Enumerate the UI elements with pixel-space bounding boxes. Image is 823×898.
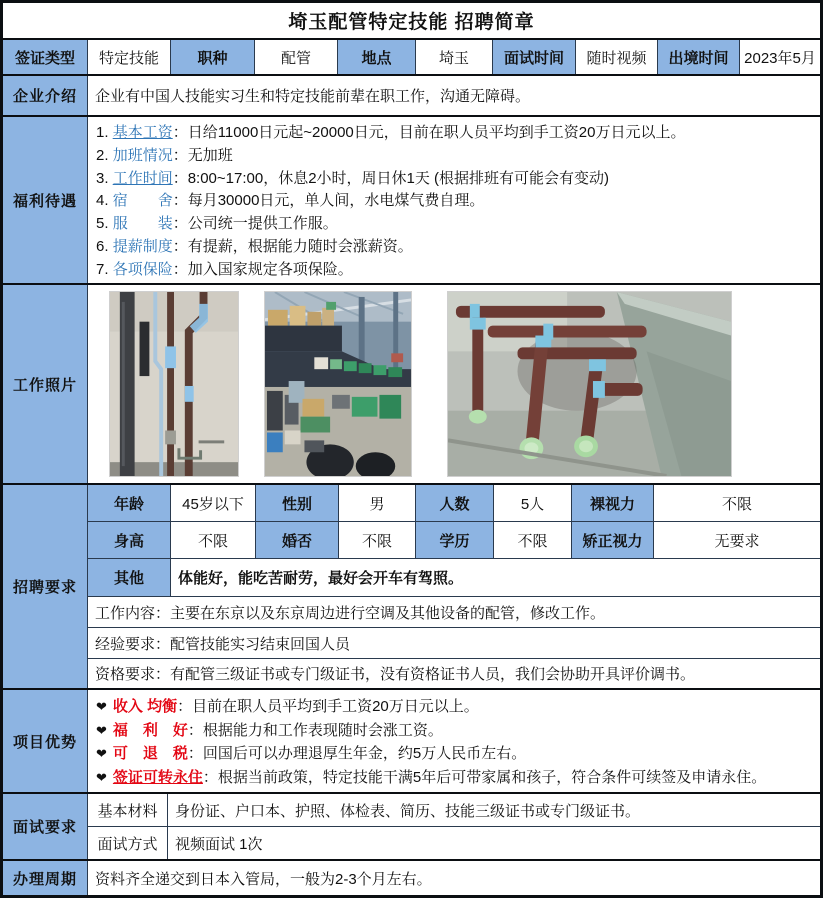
heart-icon: ❤ bbox=[96, 746, 107, 762]
photo-strip bbox=[88, 285, 820, 483]
interview-method-value: 视频面试 1次 bbox=[175, 835, 263, 853]
age-value: 45岁以下 bbox=[171, 485, 256, 521]
processing-period-section bbox=[3, 859, 820, 895]
location-value: 埼玉 bbox=[416, 40, 493, 74]
processing-period-text: 资料齐全递交到日本入管局，一般为2-3个月左右。 bbox=[95, 870, 432, 888]
education-value: 不限 bbox=[494, 522, 572, 558]
interview-method-header: 面试方式 bbox=[88, 827, 168, 859]
interview-section bbox=[3, 792, 820, 859]
interview-time-value: 随时视频 bbox=[576, 40, 658, 74]
requirements-grid-row-2 bbox=[88, 522, 820, 559]
basic-materials-row bbox=[88, 794, 820, 827]
work-photos-label: 工作照片 bbox=[3, 285, 88, 483]
requirements-content bbox=[88, 485, 820, 688]
headcount-value: 5人 bbox=[494, 485, 572, 521]
other-value: 体能好，能吃苦耐劳，最好会开车有驾照。 bbox=[178, 570, 464, 587]
age-header: 年龄 bbox=[88, 485, 171, 521]
height-header: 身高 bbox=[88, 522, 171, 558]
welfare-item-overtime: 2. 加班情况：无加班 bbox=[96, 146, 233, 164]
welfare-item-raise: 6. 提薪制度：有提薪，根据能力随时会涨薪资。 bbox=[96, 238, 413, 256]
gender-header: 性别 bbox=[256, 485, 339, 521]
basic-materials-value: 身份证、户口本、护照、体检表、简历、技能三级证书或专门级证书。 bbox=[175, 802, 641, 820]
marital-header: 婚否 bbox=[256, 522, 339, 558]
corrected-vision-value: 无要求 bbox=[714, 532, 760, 550]
job-type-value: 配管 bbox=[255, 40, 338, 74]
advantage-income: ❤ 收入 均衡：目前在职人员平均到手工资20万日元以上。 bbox=[96, 698, 479, 716]
basic-materials-header: 基本材料 bbox=[88, 794, 168, 826]
advantages-section bbox=[3, 688, 820, 792]
advantage-welfare: ❤ 福 利 好：根据能力和工作表现随时会涨工资。 bbox=[96, 721, 443, 739]
naked-vision-header: 裸视力 bbox=[572, 485, 654, 521]
horizontal-pipes-floor-photo bbox=[447, 291, 732, 477]
qualification-requirement-line: 资格要求：有配管三级证书或专门级证书，没有资格证书人员，我们会协助开具评价调书。 bbox=[95, 666, 696, 683]
job-content-line: 工作内容：主要在东京以及东京周边进行空调及其他设备的配管，修改工作。 bbox=[88, 597, 820, 628]
interview-method-row bbox=[88, 827, 820, 859]
photo3-illustration bbox=[448, 292, 731, 476]
welfare-list bbox=[88, 117, 820, 283]
heart-icon: ❤ bbox=[96, 722, 107, 738]
requirements-grid-row-1 bbox=[88, 485, 820, 522]
heart-icon: ❤ bbox=[96, 699, 107, 715]
welfare-item-base-salary: 1. 基本工资：日给11000日元起~20000日元，目前在职人员平均到手工资20万日元以上。 bbox=[96, 123, 686, 141]
naked-vision-value: 不限 bbox=[721, 495, 752, 513]
location-header: 地点 bbox=[338, 40, 416, 74]
requirements-section bbox=[3, 483, 820, 688]
corrected-vision-header: 矫正视力 bbox=[572, 522, 654, 558]
photo1-illustration bbox=[110, 292, 238, 476]
other-requirement-row bbox=[88, 559, 820, 597]
welfare-item-dormitory: 4. 宿 舍：每月30000日元，单人间，水电煤气费自理。 bbox=[96, 192, 485, 210]
company-intro-label: 企业介绍 bbox=[3, 76, 88, 115]
page-title: 埼玉配管特定技能 招聘简章 bbox=[288, 12, 535, 33]
departure-time-header: 出境时间 bbox=[658, 40, 740, 74]
work-photos-section bbox=[3, 283, 820, 483]
document-title-row bbox=[3, 3, 820, 38]
company-intro-text: 企业有中国人技能实习生和特定技能前辈在职工作，沟通无障碍。 bbox=[95, 88, 531, 105]
visa-type-value: 特定技能 bbox=[88, 40, 171, 74]
departure-time-value: 2023年5月 bbox=[744, 49, 816, 67]
welfare-item-uniform: 5. 服 装：公司统一提供工作服。 bbox=[96, 215, 338, 233]
welfare-item-work-hours: 3. 工作时间：8:00~17:00，休息2小时，周日休1天 (根据排班有可能会有变动) bbox=[96, 169, 610, 187]
warehouse-shelves-photo bbox=[264, 291, 412, 477]
visa-info-row bbox=[3, 38, 820, 74]
advantage-tax-refund: ❤ 可 退 税：回国后可以办理退厚生年金，约5万人民币左右。 bbox=[96, 745, 527, 763]
vertical-pipes-on-wall-photo bbox=[109, 291, 239, 477]
photo2-illustration bbox=[265, 292, 411, 476]
height-value: 不限 bbox=[171, 522, 256, 558]
advantage-permanent-residence: ❤ 签证可转永住：根据当前政策，特定技能干满5年后可带家属和孩子，符合条件可续签及申请永住。 bbox=[96, 768, 767, 786]
interview-content bbox=[88, 794, 820, 859]
marital-value: 不限 bbox=[339, 522, 416, 558]
job-type-header: 职种 bbox=[171, 40, 255, 74]
welfare-label: 福利待遇 bbox=[3, 117, 88, 283]
company-intro-section bbox=[3, 74, 820, 115]
interview-label: 面试要求 bbox=[3, 794, 88, 859]
experience-requirement-line: 经验要求：配管技能实习结束回国人员 bbox=[88, 628, 820, 659]
welfare-item-insurance: 7. 各项保险：加入国家规定各项保险。 bbox=[96, 260, 353, 278]
welfare-section bbox=[3, 115, 820, 283]
processing-period-label: 办理周期 bbox=[3, 861, 88, 895]
advantages-list bbox=[88, 690, 820, 792]
advantages-label: 项目优势 bbox=[3, 690, 88, 792]
education-header: 学历 bbox=[416, 522, 494, 558]
interview-time-header: 面试时间 bbox=[493, 40, 576, 74]
headcount-header: 人数 bbox=[416, 485, 494, 521]
heart-icon: ❤ bbox=[96, 769, 107, 785]
requirements-label: 招聘要求 bbox=[3, 485, 88, 688]
visa-type-header: 签证类型 bbox=[3, 40, 88, 74]
gender-value: 男 bbox=[339, 485, 416, 521]
other-header: 其他 bbox=[88, 559, 171, 596]
